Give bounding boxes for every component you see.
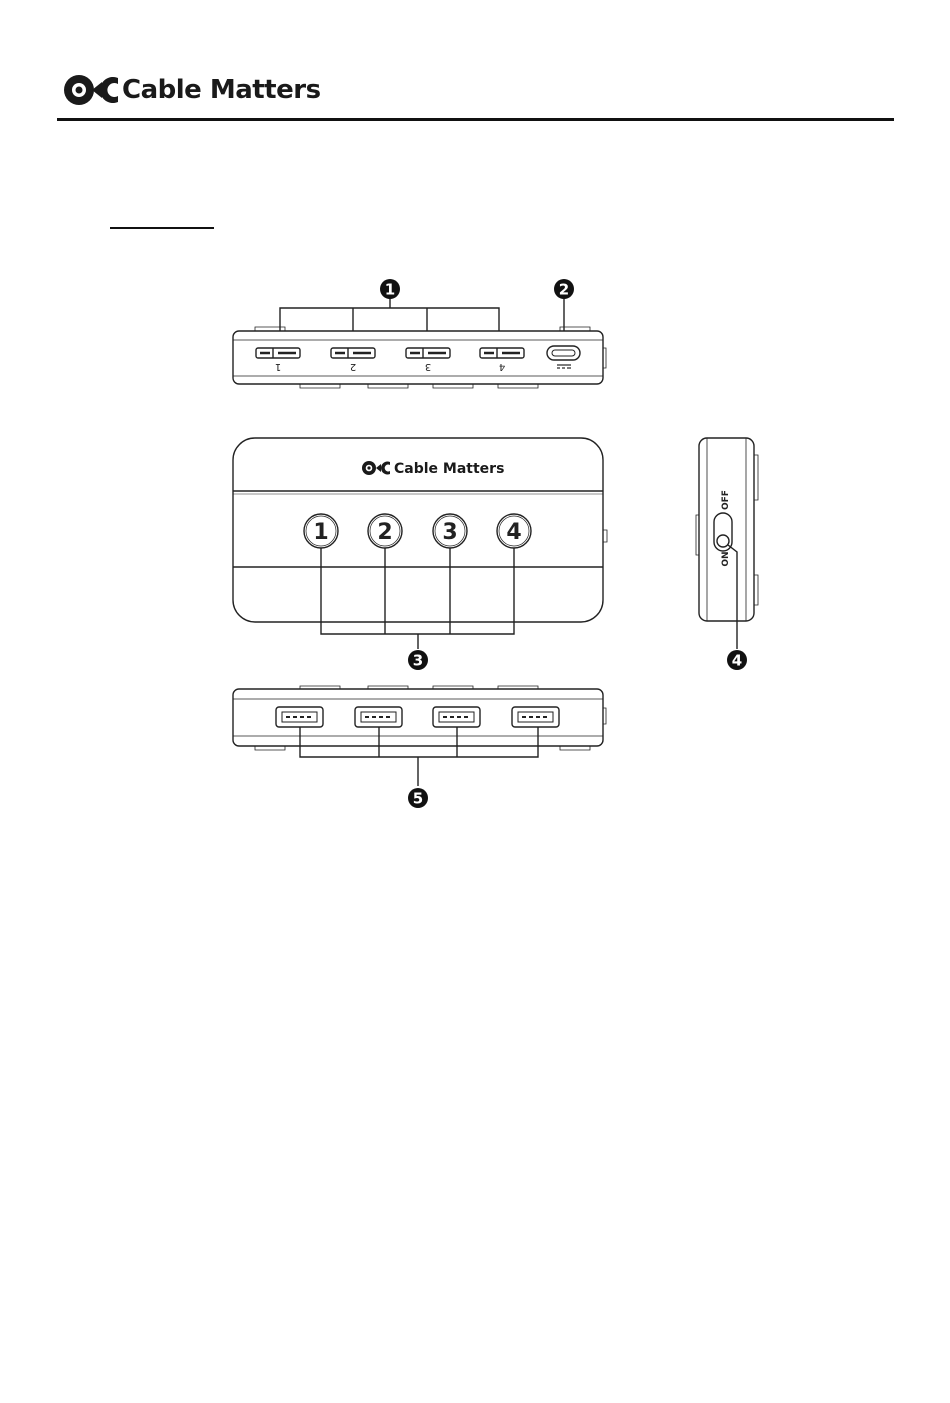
device-brand-name: Cable Matters xyxy=(394,461,505,477)
button-label-1: 1 xyxy=(313,520,329,545)
side-view xyxy=(696,438,758,649)
callout-1-number: 1 xyxy=(384,280,396,299)
top-port-2 xyxy=(331,348,375,358)
callout-1 xyxy=(380,279,400,299)
usb-a-port-3 xyxy=(433,707,480,727)
brand-name: Cable Matters xyxy=(122,75,321,105)
callout-2-number: 2 xyxy=(558,280,570,299)
switch-on-label: ON xyxy=(721,551,731,567)
top-port-label-1: 1 xyxy=(274,361,282,372)
button-label-2: 2 xyxy=(377,520,393,545)
top-port-3 xyxy=(406,348,450,358)
top-port-label-4: 4 xyxy=(498,361,506,372)
usb-a-port-2 xyxy=(355,707,402,727)
callout-4 xyxy=(727,650,747,670)
bottom-view xyxy=(233,686,606,786)
top-port-1 xyxy=(256,348,300,358)
callout-3 xyxy=(408,650,428,670)
top-port-label-3: 3 xyxy=(424,361,432,372)
usb-a-port-4 xyxy=(512,707,559,727)
callout-3-number: 3 xyxy=(412,651,424,670)
device-logo-icon xyxy=(362,461,390,475)
callout-2 xyxy=(554,279,574,299)
callout-5 xyxy=(408,788,428,808)
top-port-4 xyxy=(480,348,524,358)
dc-power-symbol xyxy=(557,365,571,368)
callout-5-number: 5 xyxy=(412,789,424,808)
top-port-label-2: 2 xyxy=(349,361,357,372)
usb-a-port-1 xyxy=(276,707,323,727)
top-view xyxy=(233,298,606,388)
dc-power-port xyxy=(547,346,580,360)
switch-off-label: OFF xyxy=(721,490,731,510)
callout-4-number: 4 xyxy=(731,651,743,670)
button-label-3: 3 xyxy=(442,520,458,545)
button-label-4: 4 xyxy=(506,520,522,545)
